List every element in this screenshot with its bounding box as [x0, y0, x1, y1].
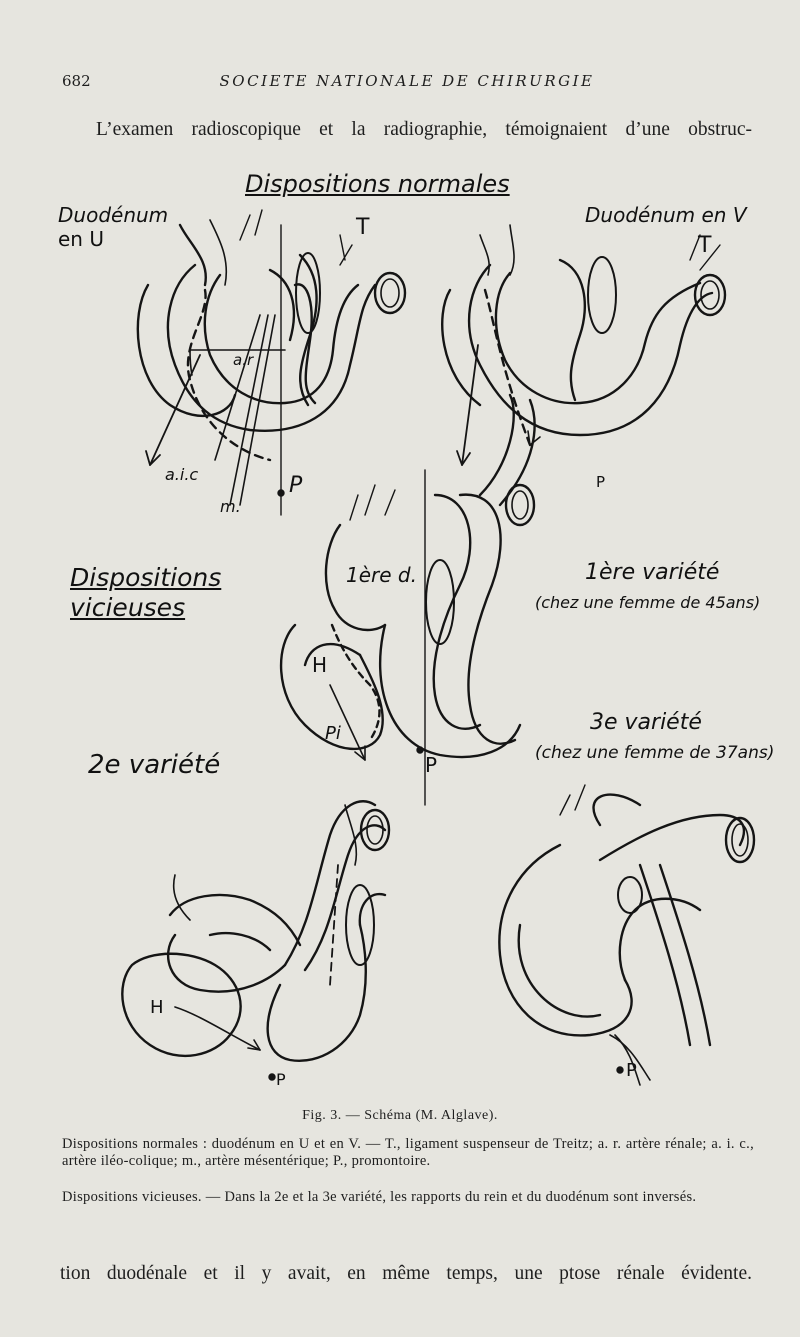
label-h-middle: H: [312, 653, 328, 677]
label-first-variety-note: (chez une femme de 45ans): [535, 593, 761, 612]
label-h-bottom: H: [150, 997, 164, 1018]
label-pi: Pi: [325, 723, 341, 744]
label-p-top-right: P: [596, 473, 606, 491]
label-third-variety-note: (chez une femme de 37ans): [535, 743, 775, 763]
body-text-bottom: tion duodénale et il y avait, en même temps, une ptose rénale évidente.: [60, 1263, 752, 1284]
legend-vicious: [62, 1189, 754, 1206]
figure-3: [40, 165, 780, 1100]
label-duodenum-v: Duodénum en V: [585, 203, 747, 227]
label-ar: a.r: [233, 351, 254, 369]
label-duodenum-u-line2: en U: [58, 227, 104, 251]
label-first-variety: 1ère variété: [585, 560, 720, 585]
title-dispositions-vicieuses-line2: vicieuses: [70, 593, 186, 622]
page-header: [62, 72, 752, 92]
label-t-left: T: [356, 215, 370, 240]
legend-normal-text: Dispositions normales : duodénum en U et en V. — T., ligament suspenseur de Treitz; a. r. artère rénale; a. i. c., artère iléo-colique; m., artère mésentérique; P., promontoire.: [62, 1136, 754, 1169]
page-number: 682: [62, 72, 91, 90]
legend-vicious-text: Dispositions vicieuses. — Dans la 2e et la 3e variété, les rapports du rein et du duodénum sont inversés.: [62, 1189, 697, 1205]
label-m: m.: [220, 497, 241, 516]
label-duodenum-u-line1: Duodénum: [58, 203, 169, 227]
label-p-bottom-left: P: [276, 1070, 286, 1089]
diagram-second-variety: [122, 801, 389, 1079]
body-text-top: L’examen radioscopique et la radiographie, témoignaient d’une obstruc-: [96, 119, 752, 140]
label-third-variety: 3e variété: [590, 710, 702, 735]
label-aic: a.i.c: [165, 465, 199, 484]
label-t-right: T: [698, 233, 712, 258]
label-second-variety: 2e variété: [88, 750, 221, 780]
running-title: SOCIETE NATIONALE DE CHIRURGIE: [219, 72, 595, 90]
anatomical-drawing: [40, 165, 780, 1100]
title-dispositions-normales: Dispositions normales: [245, 170, 510, 198]
figure-caption: Fig. 3. — Schéma (M. Alglave).: [302, 1108, 498, 1123]
label-p-bottom-right: P: [626, 1060, 637, 1081]
legend-normal: [62, 1136, 754, 1170]
diagram-duodenum-v: [442, 225, 725, 465]
diagram-first-variety: [281, 395, 534, 805]
title-dispositions-vicieuses-line1: Dispositions: [70, 563, 222, 592]
label-first-d: 1ère d.: [346, 563, 417, 587]
label-p-middle: P: [425, 753, 438, 777]
label-p-top-left: P: [289, 473, 303, 498]
diagram-third-variety: [499, 785, 754, 1085]
